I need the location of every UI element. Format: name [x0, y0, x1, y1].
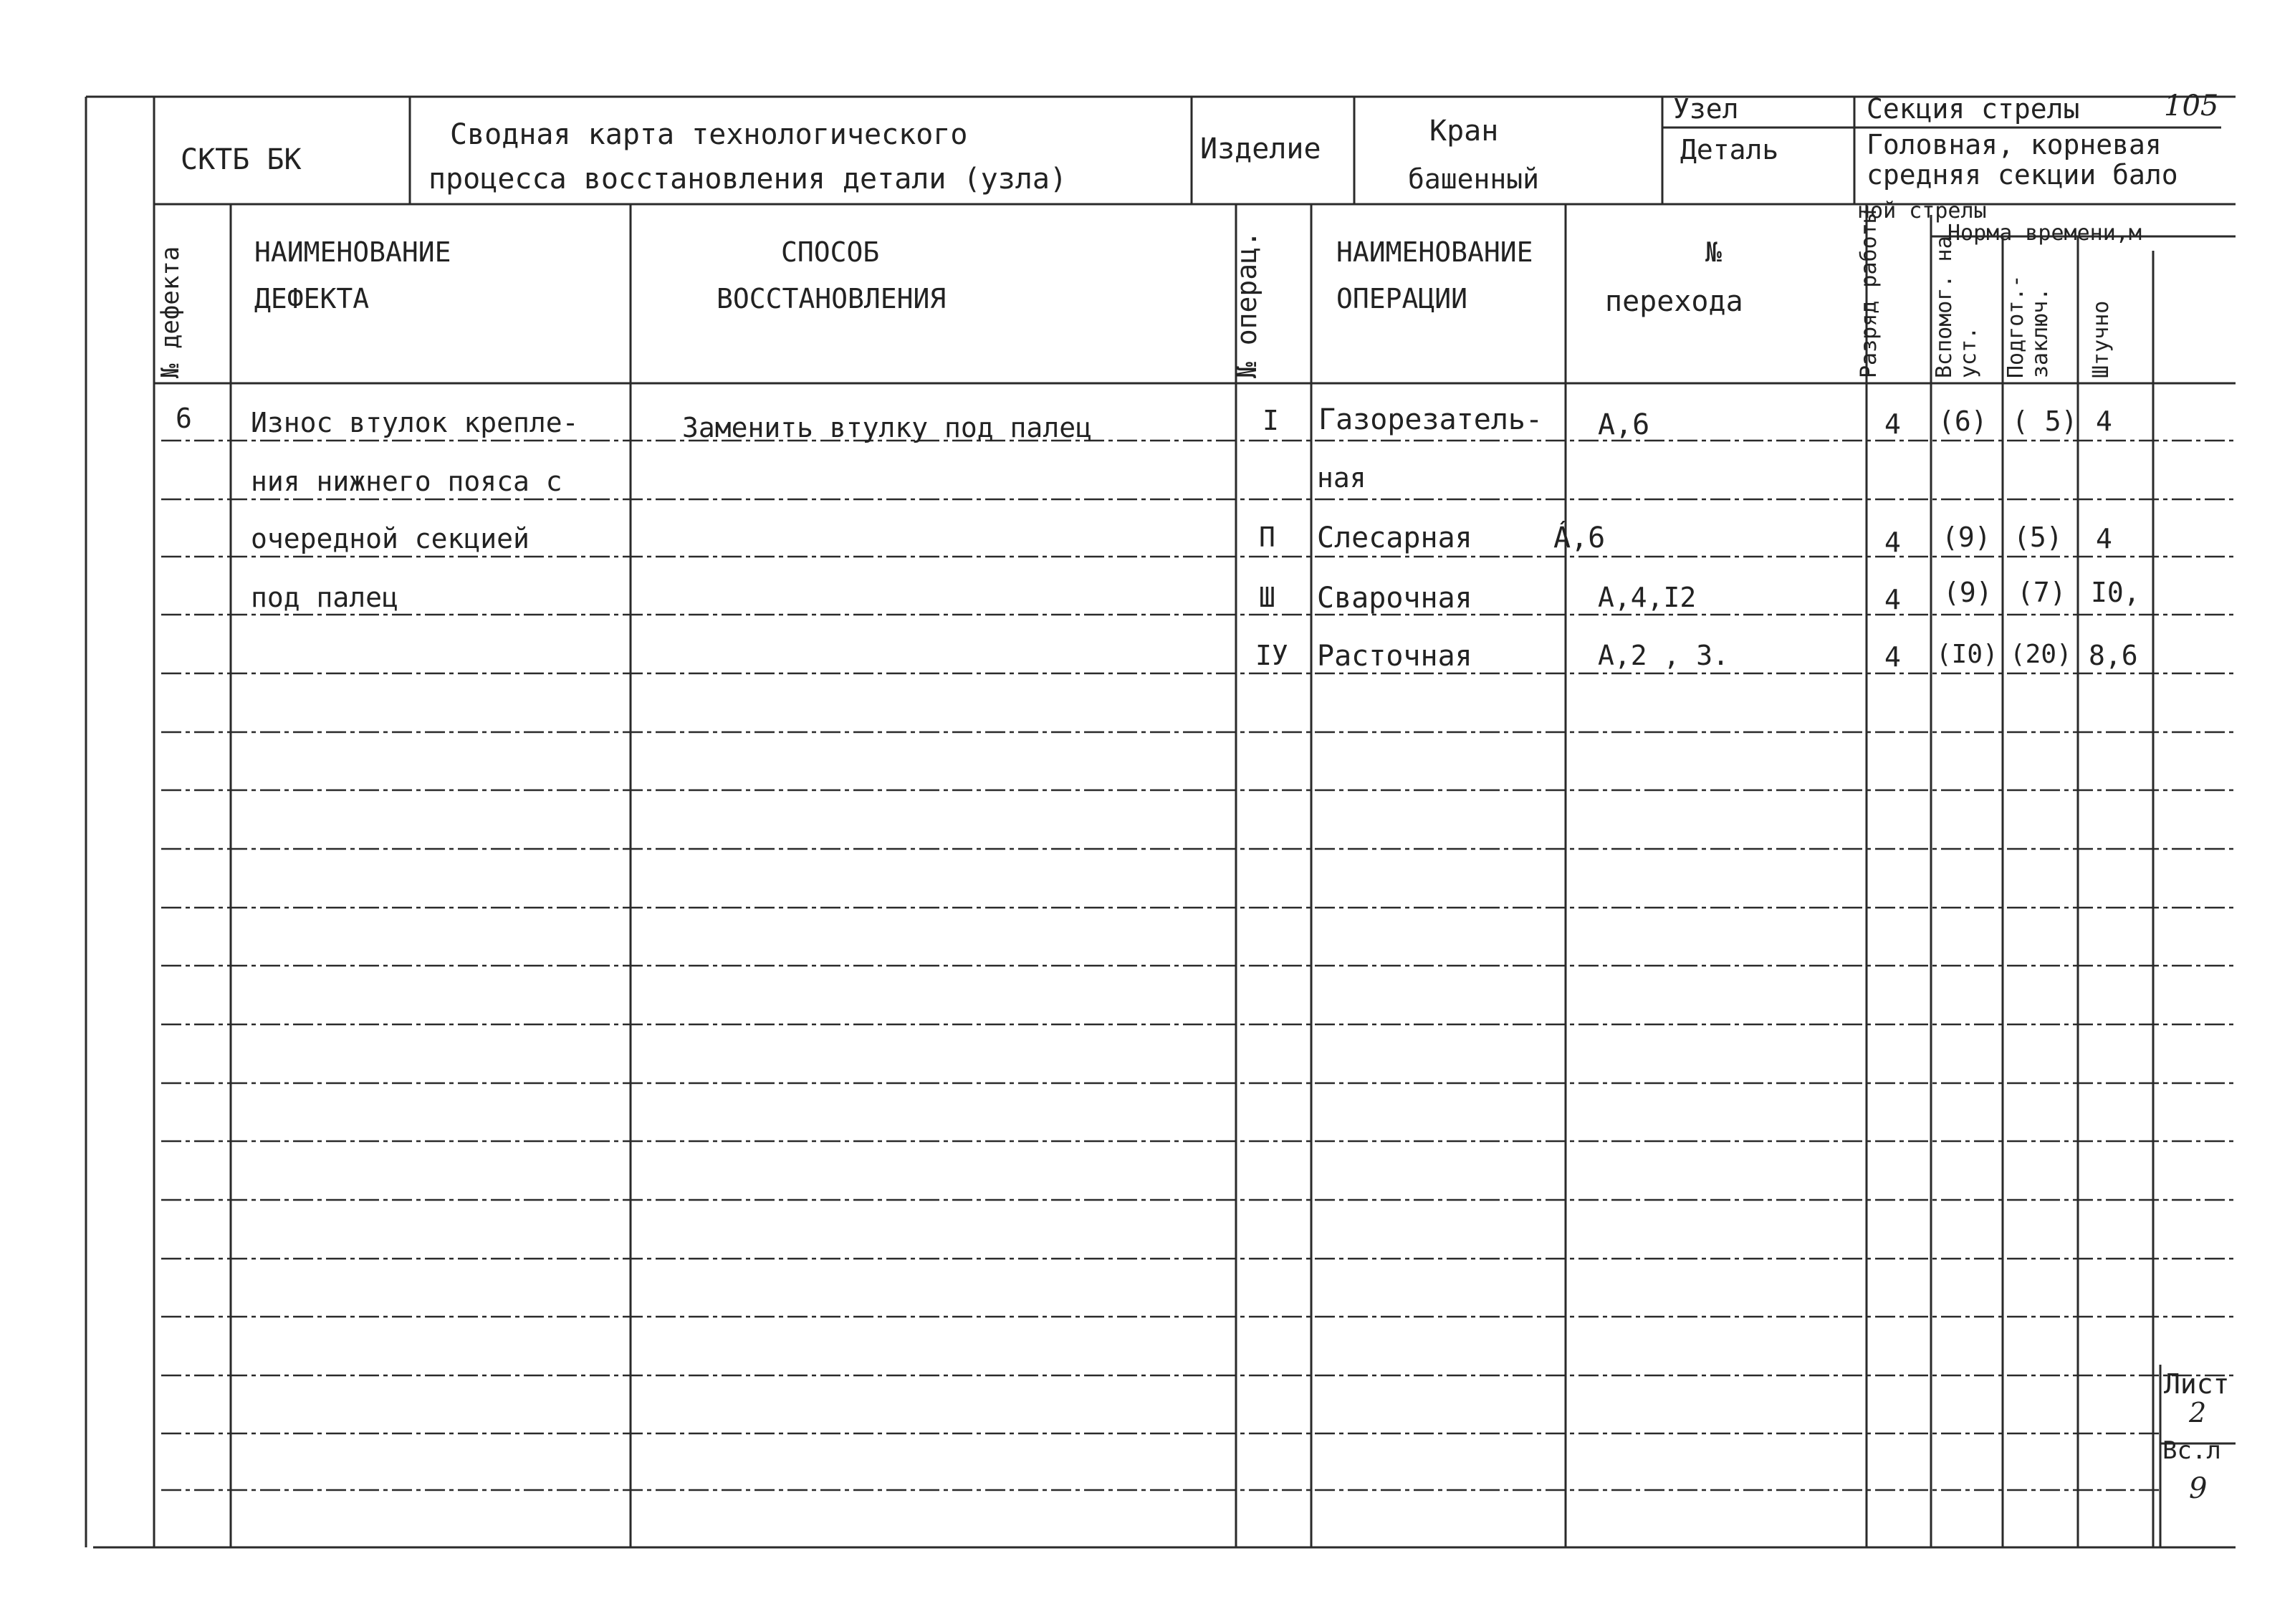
product-label: Изделие	[1200, 133, 1321, 165]
operation-aux-time: (9)	[1943, 577, 1993, 608]
operation-name-continued: ная	[1317, 462, 1366, 494]
defect-name-line3: очередной секцией	[251, 523, 530, 554]
operation-prep-time: (7)	[2017, 577, 2066, 608]
node-value: Секция стрелы	[1867, 93, 2080, 125]
method-header-line1: СПОСОБ	[781, 236, 880, 268]
operation-name-header-line2: ОПЕРАЦИИ	[1336, 283, 1468, 314]
operation-number: IУ	[1255, 640, 1288, 671]
piece-time-header: Штучно	[2089, 300, 2114, 378]
operation-grade: 4	[1884, 527, 1901, 558]
operation-name: Газорезатель-	[1318, 403, 1543, 436]
product-value-line1: Кран	[1429, 115, 1499, 148]
aux-time-header: Вспомог. на уст.	[1932, 236, 1981, 378]
page-mark: 105	[2164, 90, 2219, 122]
defect-number: 6	[176, 403, 192, 434]
defect-name-line1: Износ втулок крепле-	[251, 407, 579, 438]
operation-prep-time: (20)	[2010, 640, 2072, 669]
document-title-line2: процесса восстановления детали (узла)	[428, 163, 1068, 196]
defect-name-line2: ния нижнего пояса с	[251, 466, 562, 497]
operation-number: П	[1259, 522, 1275, 553]
document-title-line1: Сводная карта технологического	[450, 118, 968, 151]
org-name: СКТБ БК	[181, 143, 302, 176]
part-value-line1: Головная, корневая	[1867, 129, 2162, 160]
method-header-line2: ВОССТАНОВЛЕНИЯ	[717, 283, 947, 314]
node-label: Узел	[1673, 93, 1739, 125]
sheet-label: Лист	[2164, 1368, 2230, 1400]
operation-aux-time: (9)	[1942, 522, 1991, 553]
operation-grade: 4	[1884, 408, 1901, 440]
defect-name-header-line1: НАИМЕНОВАНИЕ	[254, 236, 451, 268]
operation-number: Ш	[1259, 582, 1275, 613]
operation-prep-time: (5)	[2013, 522, 2063, 553]
operation-piece-time: 8,6	[2089, 640, 2138, 671]
operation-number: I	[1263, 405, 1279, 436]
part-label: Деталь	[1680, 134, 1779, 165]
defect-name-line4: под палец	[251, 582, 398, 613]
operation-piece-time: 4	[2096, 523, 2112, 554]
operation-name: Расточная	[1317, 640, 1472, 673]
total-sheets-value: 9	[2189, 1472, 2208, 1505]
restoration-method: Заменить втулку под палец	[682, 412, 1092, 443]
defect-number-header: № дефекта	[156, 246, 185, 378]
operation-aux-time: (6)	[1938, 405, 1988, 437]
transition-header-line1: №	[1705, 236, 1722, 268]
operation-transition: А,4,I2	[1598, 582, 1697, 613]
total-sheets-label: Вс.л	[2162, 1436, 2221, 1465]
part-value-line2: средняя секции бало	[1867, 159, 2178, 191]
operation-number-header: № операц.	[1231, 231, 1263, 378]
product-value-line2: башенный	[1408, 163, 1540, 195]
transition-header-line2: перехода	[1605, 285, 1743, 318]
operation-grade: 4	[1884, 641, 1901, 673]
operation-piece-time: 4	[2096, 405, 2112, 437]
operation-piece-time: I0,	[2091, 577, 2140, 608]
part-value-line3: ной стрелы	[1857, 198, 1987, 224]
operation-name: Слесарная	[1317, 522, 1472, 554]
operation-transition: Á,6	[1553, 522, 1606, 554]
sheet-number: 2	[2189, 1397, 2207, 1428]
operation-aux-time: (I0)	[1936, 640, 1998, 669]
operation-name: Сварочная	[1317, 582, 1472, 615]
prep-time-header: Подгот.-заключ.	[2003, 274, 2053, 378]
operation-name-header-line1: НАИМЕНОВАНИЕ	[1336, 236, 1533, 268]
operation-prep-time: ( 5)	[2012, 405, 2078, 437]
time-norm-header: Норма времени,м	[1947, 221, 2142, 246]
operation-transition: А,2 , 3.	[1598, 640, 1730, 671]
defect-name-header-line2: ДЕФЕКТА	[254, 283, 370, 314]
operation-transition: А,6	[1598, 408, 1650, 441]
operation-grade: 4	[1884, 584, 1901, 615]
grade-header: Разряд работы	[1856, 210, 1882, 378]
